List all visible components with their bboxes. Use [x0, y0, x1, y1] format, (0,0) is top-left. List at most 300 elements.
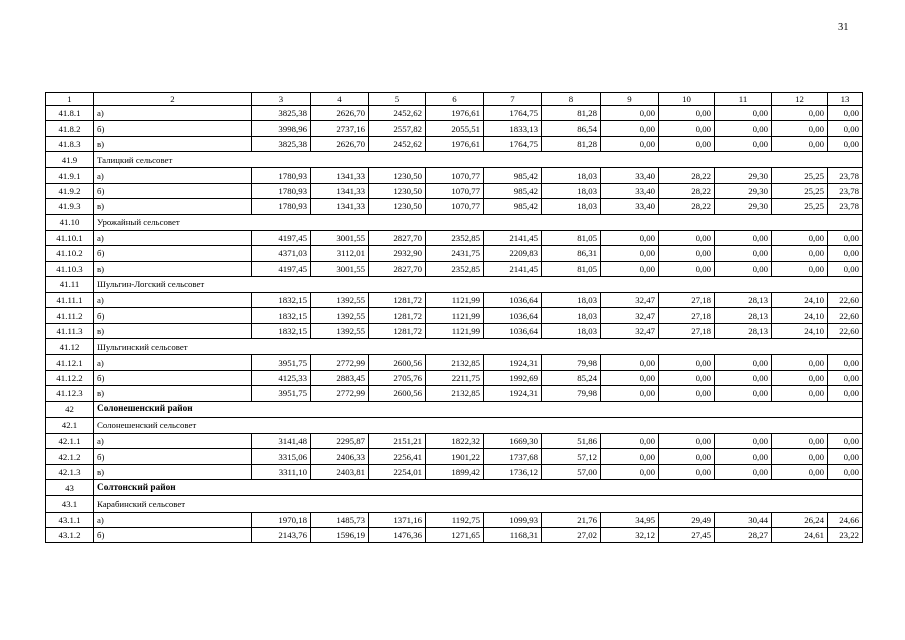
row-variant-cell: б) — [94, 527, 252, 542]
value-cell: 30,44 — [715, 512, 772, 527]
column-number-cell: 13 — [828, 93, 863, 106]
value-cell: 0,00 — [601, 106, 659, 121]
row-variant-cell: а) — [94, 168, 252, 183]
value-cell: 0,00 — [828, 261, 863, 276]
settlement-title: Карабинский сельсовет — [94, 496, 863, 512]
settlement-row — [46, 214, 863, 230]
value-cell: 1476,36 — [369, 527, 426, 542]
row-code-cell: 41.9.3 — [46, 199, 94, 214]
table-row — [46, 449, 863, 464]
table-row — [46, 136, 863, 151]
value-cell: 0,00 — [601, 121, 659, 136]
value-cell: 26,24 — [772, 512, 828, 527]
value-cell: 0,00 — [715, 386, 772, 401]
value-cell: 1485,73 — [311, 512, 369, 527]
region-title: Солонешенский район — [94, 401, 863, 417]
row-variant-cell: а) — [94, 293, 252, 308]
value-cell: 0,00 — [659, 386, 715, 401]
value-cell: 0,00 — [828, 464, 863, 479]
value-cell: 0,00 — [715, 355, 772, 370]
table-row — [46, 370, 863, 385]
value-cell: 2827,70 — [369, 261, 426, 276]
value-cell: 2295,87 — [311, 433, 369, 448]
value-cell: 0,00 — [659, 246, 715, 261]
value-cell: 0,00 — [772, 121, 828, 136]
value-cell: 79,98 — [542, 386, 601, 401]
value-cell: 81,05 — [542, 230, 601, 245]
value-cell: 0,00 — [601, 136, 659, 151]
row-code-cell: 41.10.1 — [46, 230, 94, 245]
value-cell: 23,78 — [828, 199, 863, 214]
table-row — [46, 355, 863, 370]
row-code-cell: 41.10.3 — [46, 261, 94, 276]
value-cell: 0,00 — [715, 449, 772, 464]
value-cell: 0,00 — [601, 464, 659, 479]
column-number-cell: 3 — [252, 93, 311, 106]
value-cell: 1924,31 — [484, 386, 542, 401]
row-variant-cell: а) — [94, 355, 252, 370]
value-cell: 0,00 — [828, 246, 863, 261]
value-cell: 27,18 — [659, 293, 715, 308]
row-variant-cell: а) — [94, 433, 252, 448]
value-cell: 2452,62 — [369, 136, 426, 151]
row-variant-cell: б) — [94, 246, 252, 261]
row-code-cell: 41.8.1 — [46, 106, 94, 121]
value-cell: 1281,72 — [369, 308, 426, 323]
settlement-row — [46, 417, 863, 433]
value-cell: 2827,70 — [369, 230, 426, 245]
value-cell: 0,00 — [715, 464, 772, 479]
value-cell: 27,18 — [659, 323, 715, 338]
value-cell: 1901,22 — [426, 449, 484, 464]
column-number-cell: 12 — [772, 93, 828, 106]
value-cell: 0,00 — [772, 246, 828, 261]
table-row — [46, 261, 863, 276]
value-cell: 1168,31 — [484, 527, 542, 542]
value-cell: 0,00 — [659, 261, 715, 276]
value-cell: 81,05 — [542, 261, 601, 276]
value-cell: 3112,01 — [311, 246, 369, 261]
value-cell: 22,60 — [828, 323, 863, 338]
value-cell: 0,00 — [772, 136, 828, 151]
value-cell: 0,00 — [659, 136, 715, 151]
row-variant-cell: в) — [94, 323, 252, 338]
value-cell: 29,49 — [659, 512, 715, 527]
value-cell: 33,40 — [601, 183, 659, 198]
column-number-cell: 4 — [311, 93, 369, 106]
value-cell: 1341,33 — [311, 168, 369, 183]
value-cell: 0,00 — [715, 136, 772, 151]
value-cell: 2772,99 — [311, 355, 369, 370]
value-cell: 3825,38 — [252, 136, 311, 151]
value-cell: 24,10 — [772, 293, 828, 308]
value-cell: 2626,70 — [311, 136, 369, 151]
row-variant-cell: б) — [94, 308, 252, 323]
column-number-cell: 7 — [484, 93, 542, 106]
table-row — [46, 433, 863, 448]
value-cell: 2705,76 — [369, 370, 426, 385]
value-cell: 0,00 — [772, 433, 828, 448]
row-code-cell: 41.12.1 — [46, 355, 94, 370]
value-cell: 32,47 — [601, 308, 659, 323]
value-cell: 81,28 — [542, 136, 601, 151]
value-cell: 0,00 — [601, 261, 659, 276]
value-cell: 3311,10 — [252, 464, 311, 479]
value-cell: 0,00 — [715, 121, 772, 136]
value-cell: 27,45 — [659, 527, 715, 542]
value-cell: 985,42 — [484, 199, 542, 214]
table-row — [46, 512, 863, 527]
table-row — [46, 121, 863, 136]
value-cell: 2557,82 — [369, 121, 426, 136]
value-cell: 0,00 — [659, 230, 715, 245]
value-cell: 1764,75 — [484, 106, 542, 121]
value-cell: 1833,13 — [484, 121, 542, 136]
value-cell: 32,12 — [601, 527, 659, 542]
value-cell: 0,00 — [601, 355, 659, 370]
value-cell: 2211,75 — [426, 370, 484, 385]
value-cell: 1899,42 — [426, 464, 484, 479]
value-cell: 2055,51 — [426, 121, 484, 136]
value-cell: 0,00 — [715, 433, 772, 448]
row-code-cell: 43.1.1 — [46, 512, 94, 527]
value-cell: 0,00 — [772, 355, 828, 370]
row-variant-cell: а) — [94, 230, 252, 245]
value-cell: 3315,06 — [252, 449, 311, 464]
row-code-cell: 42.1.1 — [46, 433, 94, 448]
row-code-cell: 41.11.2 — [46, 308, 94, 323]
value-cell: 2352,85 — [426, 261, 484, 276]
value-cell: 0,00 — [715, 370, 772, 385]
value-cell: 2772,99 — [311, 386, 369, 401]
settlement-title: Шульгинский сельсовет — [94, 339, 863, 355]
value-cell: 2143,76 — [252, 527, 311, 542]
value-cell: 24,61 — [772, 527, 828, 542]
value-cell: 0,00 — [601, 246, 659, 261]
value-cell: 4371,03 — [252, 246, 311, 261]
value-cell: 2431,75 — [426, 246, 484, 261]
value-cell: 1192,75 — [426, 512, 484, 527]
value-cell: 1970,18 — [252, 512, 311, 527]
value-cell: 57,12 — [542, 449, 601, 464]
value-cell: 4197,45 — [252, 261, 311, 276]
row-variant-cell: в) — [94, 464, 252, 479]
value-cell: 0,00 — [772, 106, 828, 121]
value-cell: 0,00 — [772, 370, 828, 385]
value-cell: 3001,55 — [311, 230, 369, 245]
value-cell: 0,00 — [601, 230, 659, 245]
value-cell: 29,30 — [715, 199, 772, 214]
column-number-row — [46, 93, 863, 106]
value-cell: 0,00 — [659, 355, 715, 370]
value-cell: 1596,19 — [311, 527, 369, 542]
value-cell: 24,66 — [828, 512, 863, 527]
value-cell: 3998,96 — [252, 121, 311, 136]
column-number-cell: 2 — [94, 93, 252, 106]
value-cell: 1230,50 — [369, 199, 426, 214]
value-cell: 0,00 — [828, 230, 863, 245]
value-cell: 0,00 — [659, 464, 715, 479]
row-code-cell: 41.11.3 — [46, 323, 94, 338]
value-cell: 985,42 — [484, 168, 542, 183]
value-cell: 4125,33 — [252, 370, 311, 385]
value-cell: 2254,01 — [369, 464, 426, 479]
value-cell: 18,03 — [542, 323, 601, 338]
value-cell: 1341,33 — [311, 183, 369, 198]
row-variant-cell: в) — [94, 136, 252, 151]
value-cell: 0,00 — [828, 449, 863, 464]
row-code-cell: 41.12 — [46, 339, 94, 355]
value-cell: 1281,72 — [369, 293, 426, 308]
value-cell: 0,00 — [772, 230, 828, 245]
value-cell: 1992,69 — [484, 370, 542, 385]
value-cell: 2151,21 — [369, 433, 426, 448]
value-cell: 18,03 — [542, 293, 601, 308]
value-cell: 1341,33 — [311, 199, 369, 214]
value-cell: 0,00 — [828, 433, 863, 448]
value-cell: 0,00 — [659, 449, 715, 464]
value-cell: 29,30 — [715, 168, 772, 183]
row-code-cell: 43.1.2 — [46, 527, 94, 542]
value-cell: 2132,85 — [426, 386, 484, 401]
row-variant-cell: б) — [94, 449, 252, 464]
value-cell: 0,00 — [828, 136, 863, 151]
table-row — [46, 106, 863, 121]
value-cell: 0,00 — [828, 106, 863, 121]
row-variant-cell: в) — [94, 386, 252, 401]
value-cell: 0,00 — [715, 246, 772, 261]
row-code-cell: 41.12.3 — [46, 386, 94, 401]
value-cell: 18,03 — [542, 199, 601, 214]
region-row — [46, 401, 863, 417]
value-cell: 2406,33 — [311, 449, 369, 464]
table-row — [46, 230, 863, 245]
value-cell: 1036,64 — [484, 293, 542, 308]
row-code-cell: 42.1.3 — [46, 464, 94, 479]
row-code-cell: 41.11.1 — [46, 293, 94, 308]
table-row — [46, 386, 863, 401]
value-cell: 4197,45 — [252, 230, 311, 245]
value-cell: 0,00 — [715, 230, 772, 245]
value-cell: 3001,55 — [311, 261, 369, 276]
value-cell: 81,28 — [542, 106, 601, 121]
page-number: 31 — [838, 22, 849, 33]
value-cell: 0,00 — [828, 370, 863, 385]
row-code-cell: 41.11 — [46, 276, 94, 292]
value-cell: 1392,55 — [311, 293, 369, 308]
value-cell: 24,10 — [772, 323, 828, 338]
row-code-cell: 43.1 — [46, 496, 94, 512]
table-row — [46, 308, 863, 323]
settlement-title: Урожайный сельсовет — [94, 214, 863, 230]
value-cell: 1230,50 — [369, 183, 426, 198]
value-cell: 28,13 — [715, 308, 772, 323]
value-cell: 1737,68 — [484, 449, 542, 464]
value-cell: 0,00 — [659, 121, 715, 136]
value-cell: 28,22 — [659, 183, 715, 198]
value-cell: 0,00 — [828, 121, 863, 136]
column-number-cell: 8 — [542, 93, 601, 106]
value-cell: 57,00 — [542, 464, 601, 479]
value-cell: 0,00 — [772, 386, 828, 401]
value-cell: 32,47 — [601, 323, 659, 338]
value-cell: 1780,93 — [252, 183, 311, 198]
value-cell: 0,00 — [601, 433, 659, 448]
column-number-cell: 6 — [426, 93, 484, 106]
value-cell: 23,78 — [828, 183, 863, 198]
value-cell: 85,24 — [542, 370, 601, 385]
value-cell: 1392,55 — [311, 308, 369, 323]
value-cell: 985,42 — [484, 183, 542, 198]
row-code-cell: 42 — [46, 401, 94, 417]
value-cell: 1070,77 — [426, 183, 484, 198]
value-cell: 1780,93 — [252, 199, 311, 214]
table-row — [46, 199, 863, 214]
value-cell: 22,60 — [828, 308, 863, 323]
value-cell: 2352,85 — [426, 230, 484, 245]
value-cell: 27,18 — [659, 308, 715, 323]
settlement-row — [46, 339, 863, 355]
value-cell: 28,13 — [715, 293, 772, 308]
tariff-table — [45, 92, 863, 543]
settlement-row — [46, 152, 863, 168]
value-cell: 0,00 — [828, 386, 863, 401]
value-cell: 25,25 — [772, 199, 828, 214]
value-cell: 3825,38 — [252, 106, 311, 121]
value-cell: 1822,32 — [426, 433, 484, 448]
value-cell: 1924,31 — [484, 355, 542, 370]
value-cell: 2452,62 — [369, 106, 426, 121]
settlement-title: Талицкий сельсовет — [94, 152, 863, 168]
value-cell: 18,03 — [542, 183, 601, 198]
value-cell: 1832,15 — [252, 323, 311, 338]
value-cell: 32,47 — [601, 293, 659, 308]
row-code-cell: 41.9 — [46, 152, 94, 168]
value-cell: 3141,48 — [252, 433, 311, 448]
value-cell: 1976,61 — [426, 136, 484, 151]
value-cell: 0,00 — [659, 433, 715, 448]
value-cell: 1736,12 — [484, 464, 542, 479]
settlement-row — [46, 276, 863, 292]
row-variant-cell: б) — [94, 183, 252, 198]
value-cell: 1281,72 — [369, 323, 426, 338]
column-number-cell: 5 — [369, 93, 426, 106]
settlement-row — [46, 496, 863, 512]
value-cell: 0,00 — [772, 449, 828, 464]
value-cell: 28,13 — [715, 323, 772, 338]
value-cell: 1099,93 — [484, 512, 542, 527]
table-row — [46, 464, 863, 479]
value-cell: 2737,16 — [311, 121, 369, 136]
value-cell: 25,25 — [772, 183, 828, 198]
value-cell: 1036,64 — [484, 323, 542, 338]
value-cell: 22,60 — [828, 293, 863, 308]
row-variant-cell: б) — [94, 370, 252, 385]
value-cell: 28,22 — [659, 199, 715, 214]
row-variant-cell: а) — [94, 106, 252, 121]
table-row — [46, 293, 863, 308]
value-cell: 1976,61 — [426, 106, 484, 121]
value-cell: 28,27 — [715, 527, 772, 542]
value-cell: 0,00 — [659, 106, 715, 121]
value-cell: 23,78 — [828, 168, 863, 183]
value-cell: 3951,75 — [252, 386, 311, 401]
value-cell: 28,22 — [659, 168, 715, 183]
table-row — [46, 527, 863, 542]
value-cell: 0,00 — [601, 386, 659, 401]
row-code-cell: 43 — [46, 480, 94, 496]
row-code-cell: 42.1.2 — [46, 449, 94, 464]
value-cell: 34,95 — [601, 512, 659, 527]
row-variant-cell: а) — [94, 512, 252, 527]
table-body — [46, 93, 863, 543]
value-cell: 0,00 — [715, 106, 772, 121]
value-cell: 2600,56 — [369, 386, 426, 401]
value-cell: 25,25 — [772, 168, 828, 183]
value-cell: 33,40 — [601, 168, 659, 183]
value-cell: 86,54 — [542, 121, 601, 136]
value-cell: 2141,45 — [484, 230, 542, 245]
value-cell: 27,02 — [542, 527, 601, 542]
value-cell: 3951,75 — [252, 355, 311, 370]
row-code-cell: 41.9.1 — [46, 168, 94, 183]
table-row — [46, 246, 863, 261]
row-variant-cell: в) — [94, 199, 252, 214]
row-code-cell: 41.8.3 — [46, 136, 94, 151]
table-row — [46, 323, 863, 338]
value-cell: 1230,50 — [369, 168, 426, 183]
value-cell: 2209,83 — [484, 246, 542, 261]
row-code-cell: 42.1 — [46, 417, 94, 433]
value-cell: 1371,16 — [369, 512, 426, 527]
value-cell: 33,40 — [601, 199, 659, 214]
value-cell: 18,03 — [542, 168, 601, 183]
value-cell: 2403,81 — [311, 464, 369, 479]
value-cell: 0,00 — [715, 261, 772, 276]
column-number-cell: 9 — [601, 93, 659, 106]
row-variant-cell: в) — [94, 261, 252, 276]
value-cell: 0,00 — [772, 464, 828, 479]
value-cell: 29,30 — [715, 183, 772, 198]
value-cell: 1036,64 — [484, 308, 542, 323]
value-cell: 1832,15 — [252, 308, 311, 323]
value-cell: 2626,70 — [311, 106, 369, 121]
value-cell: 18,03 — [542, 308, 601, 323]
value-cell: 1121,99 — [426, 323, 484, 338]
value-cell: 1271,65 — [426, 527, 484, 542]
column-number-cell: 11 — [715, 93, 772, 106]
row-code-cell: 41.10.2 — [46, 246, 94, 261]
row-code-cell: 41.12.2 — [46, 370, 94, 385]
value-cell: 51,86 — [542, 433, 601, 448]
value-cell: 79,98 — [542, 355, 601, 370]
value-cell: 1121,99 — [426, 308, 484, 323]
value-cell: 0,00 — [659, 370, 715, 385]
value-cell: 2132,85 — [426, 355, 484, 370]
value-cell: 21,76 — [542, 512, 601, 527]
value-cell: 24,10 — [772, 308, 828, 323]
table-row — [46, 183, 863, 198]
row-code-cell: 41.10 — [46, 214, 94, 230]
value-cell: 1832,15 — [252, 293, 311, 308]
row-code-cell: 41.9.2 — [46, 183, 94, 198]
value-cell: 1070,77 — [426, 168, 484, 183]
value-cell: 2256,41 — [369, 449, 426, 464]
value-cell: 1070,77 — [426, 199, 484, 214]
value-cell: 2600,56 — [369, 355, 426, 370]
value-cell: 1121,99 — [426, 293, 484, 308]
settlement-title: Солонешенский сельсовет — [94, 417, 863, 433]
